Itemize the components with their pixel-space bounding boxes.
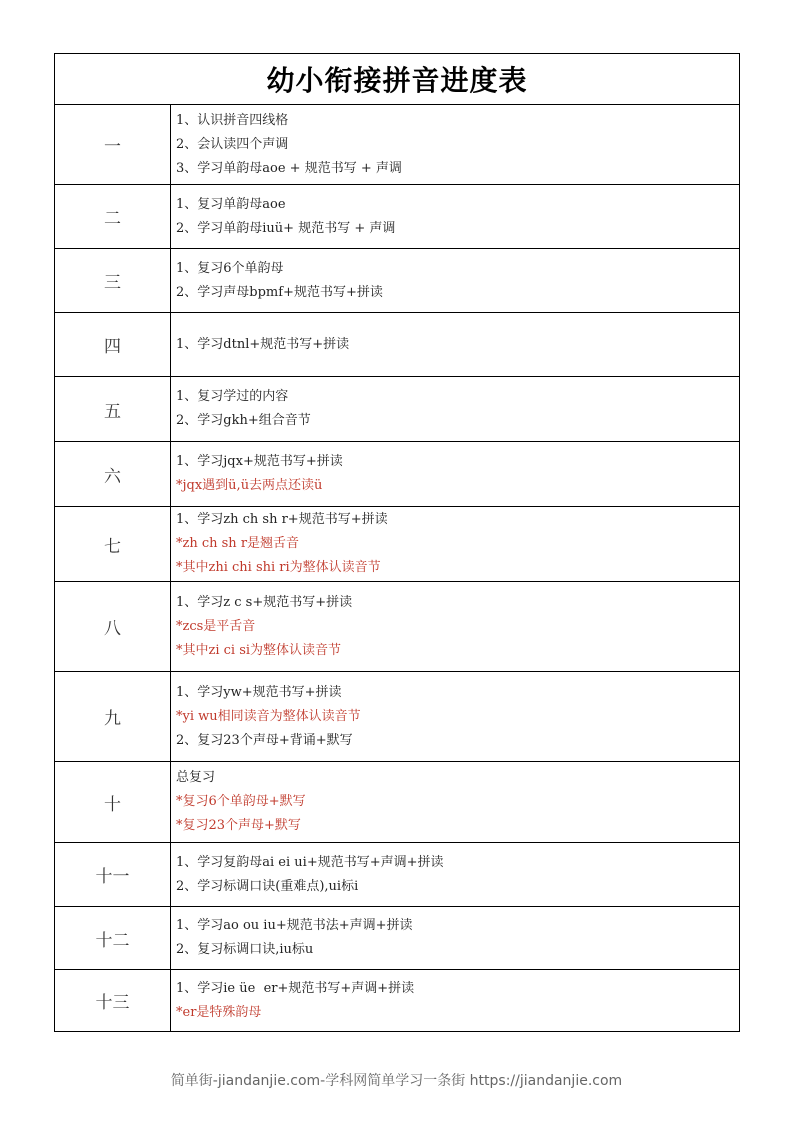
- schedule-row: [55, 105, 740, 185]
- week-content: [171, 507, 740, 582]
- week-label: 一: [55, 105, 171, 185]
- week-content: [171, 843, 740, 907]
- document-title: 幼小衔接拼音进度表: [55, 54, 740, 105]
- week-content: [171, 672, 740, 762]
- content-line: 1、学习ie üe er+规范书写+声调+拼读: [176, 980, 415, 996]
- week-content: [171, 970, 740, 1032]
- content-line: 2、复习23个声母+背诵+默写: [176, 732, 353, 748]
- note-line: *zh ch sh r是翘舌音: [176, 536, 300, 551]
- week-label: 七: [55, 507, 171, 582]
- week-content: [171, 313, 740, 377]
- content-line: 总复习: [176, 770, 216, 785]
- note-line: *jqx遇到ü,ü去两点还读ü: [176, 478, 323, 493]
- content-line: 2、学习单韵母iuü+ 规范书写 + 声调: [176, 220, 396, 236]
- week-label: 四: [55, 313, 171, 377]
- title-row: [55, 54, 740, 105]
- schedule-row: [55, 907, 740, 970]
- week-label: 九: [55, 672, 171, 762]
- content-line: 1、学习z c s+规范书写+拼读: [176, 594, 353, 610]
- schedule-row: [55, 185, 740, 249]
- schedule-row: [55, 507, 740, 582]
- note-line: *复习6个单韵母+默写: [176, 794, 306, 809]
- week-content: [171, 185, 740, 249]
- week-content: [171, 249, 740, 313]
- week-label: 十: [55, 762, 171, 843]
- week-content: [171, 377, 740, 442]
- week-label: 六: [55, 442, 171, 507]
- schedule-row: [55, 672, 740, 762]
- week-content: [171, 105, 740, 185]
- note-line: *其中zhi chi shi ri为整体认读音节: [176, 560, 381, 575]
- schedule-row: [55, 582, 740, 672]
- content-line: 2、会认读四个声调: [176, 136, 289, 152]
- content-line: 1、学习zh ch sh r+规范书写+拼读: [176, 512, 388, 527]
- note-line: *yi wu相同读音为整体认读音节: [176, 708, 361, 724]
- schedule-row: [55, 249, 740, 313]
- content-line: 1、学习复韵母ai ei ui+规范书写+声调+拼读: [176, 854, 444, 870]
- week-content: [171, 582, 740, 672]
- content-line: 2、学习标调口诀(重难点),ui标i: [176, 878, 359, 894]
- pinyin-schedule-table: [54, 53, 740, 1032]
- week-label: 八: [55, 582, 171, 672]
- week-label: 三: [55, 249, 171, 313]
- content-line: 1、复习学过的内容: [176, 389, 289, 404]
- footer-watermark: 简单街-jiandanjie.com-学科网简单学习一条街 https://jiandanjie.com: [170, 1073, 623, 1089]
- week-label: 五: [55, 377, 171, 442]
- week-label: 十二: [55, 907, 171, 970]
- schedule-row: [55, 442, 740, 507]
- content-line: 2、复习标调口诀,iu标u: [176, 942, 314, 957]
- content-line: 3、学习单韵母aoe + 规范书写 + 声调: [176, 160, 402, 176]
- schedule-row: [55, 843, 740, 907]
- schedule-row: [55, 313, 740, 377]
- content-line: 2、学习gkh+组合音节: [176, 413, 311, 428]
- content-line: 1、学习jqx+规范书写+拼读: [176, 454, 343, 469]
- week-content: [171, 907, 740, 970]
- note-line: *er是特殊韵母: [176, 1004, 262, 1020]
- week-label: 二: [55, 185, 171, 249]
- note-line: *zcs是平舌音: [176, 618, 256, 634]
- content-line: 1、学习ao ou iu+规范书法+声调+拼读: [176, 918, 413, 933]
- content-line: 1、复习6个单韵母: [176, 260, 284, 276]
- schedule-row: [55, 377, 740, 442]
- week-label: 十一: [55, 843, 171, 907]
- content-line: 1、学习dtnl+规范书写+拼读: [176, 336, 350, 352]
- content-line: 1、认识拼音四线格: [176, 112, 289, 128]
- schedule-row: [55, 762, 740, 843]
- content-line: 1、学习yw+规范书写+拼读: [176, 684, 342, 700]
- content-line: 2、学习声母bpmf+规范书写+拼读: [176, 284, 383, 300]
- schedule-row: [55, 970, 740, 1032]
- content-line: 1、复习单韵母aoe: [176, 196, 286, 212]
- week-label: 十三: [55, 970, 171, 1032]
- note-line: *其中zi ci si为整体认读音节: [176, 642, 342, 658]
- week-content: [171, 762, 740, 843]
- week-content: [171, 442, 740, 507]
- note-line: *复习23个声母+默写: [176, 818, 301, 833]
